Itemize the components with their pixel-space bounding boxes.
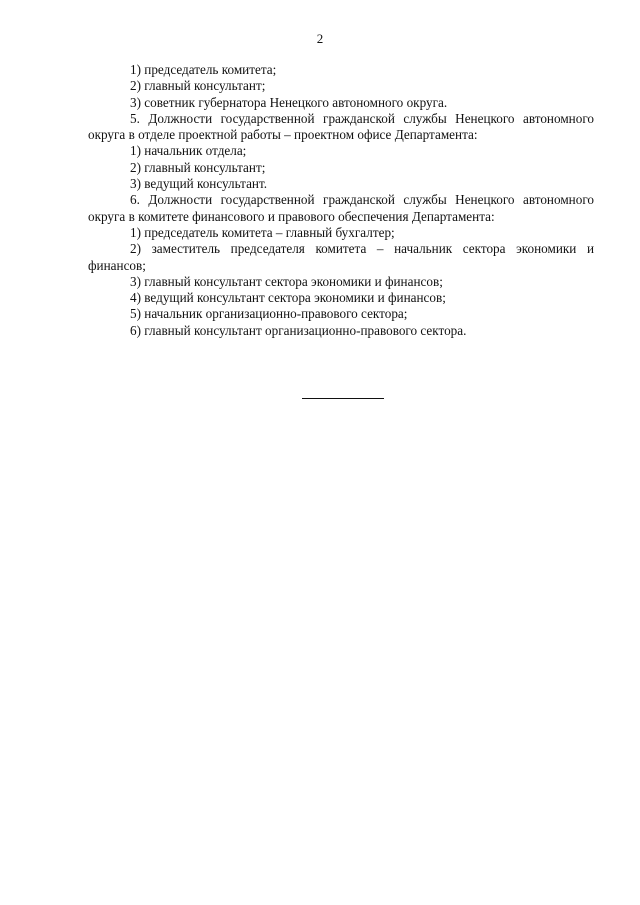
list-item: 3) советник губернатора Ненецкого автономного округа. — [130, 94, 448, 110]
page-number: 2 — [316, 31, 324, 46]
list-item: 3) ведущий консультант. — [130, 176, 268, 192]
section-paragraph: 6. Должности государственной гражданской службы Ненецкого автономного округа в комитете финансового и правового обеспечения Департамента: — [88, 192, 594, 224]
list-item: 2) заместитель председателя комитета – начальник сектора экономики и финансов; — [88, 241, 594, 273]
list-item: 2) главный консультант; — [130, 78, 266, 94]
list-item: 1) начальник отдела; — [130, 143, 247, 159]
document-body — [88, 62, 594, 339]
section-paragraph: 5. Должности государственной гражданской службы Ненецкого автономного округа в отделе проектной работы – проектном офисе Департамента: — [88, 110, 594, 143]
list-item: 5) начальник организационно-правового сектора; — [130, 306, 408, 322]
list-item: 6) главный консультант организационно-правового сектора. — [130, 322, 467, 338]
list-item: 1) председатель комитета; — [130, 62, 277, 77]
list-item: 3) главный консультант сектора экономики и финансов; — [130, 273, 443, 289]
list-item: 2) главный консультант; — [130, 159, 266, 175]
end-of-document-rule — [302, 398, 384, 399]
list-item: 1) председатель комитета – главный бухгалтер; — [130, 224, 395, 240]
list-item: 4) ведущий консультант сектора экономики и финансов; — [130, 290, 446, 306]
